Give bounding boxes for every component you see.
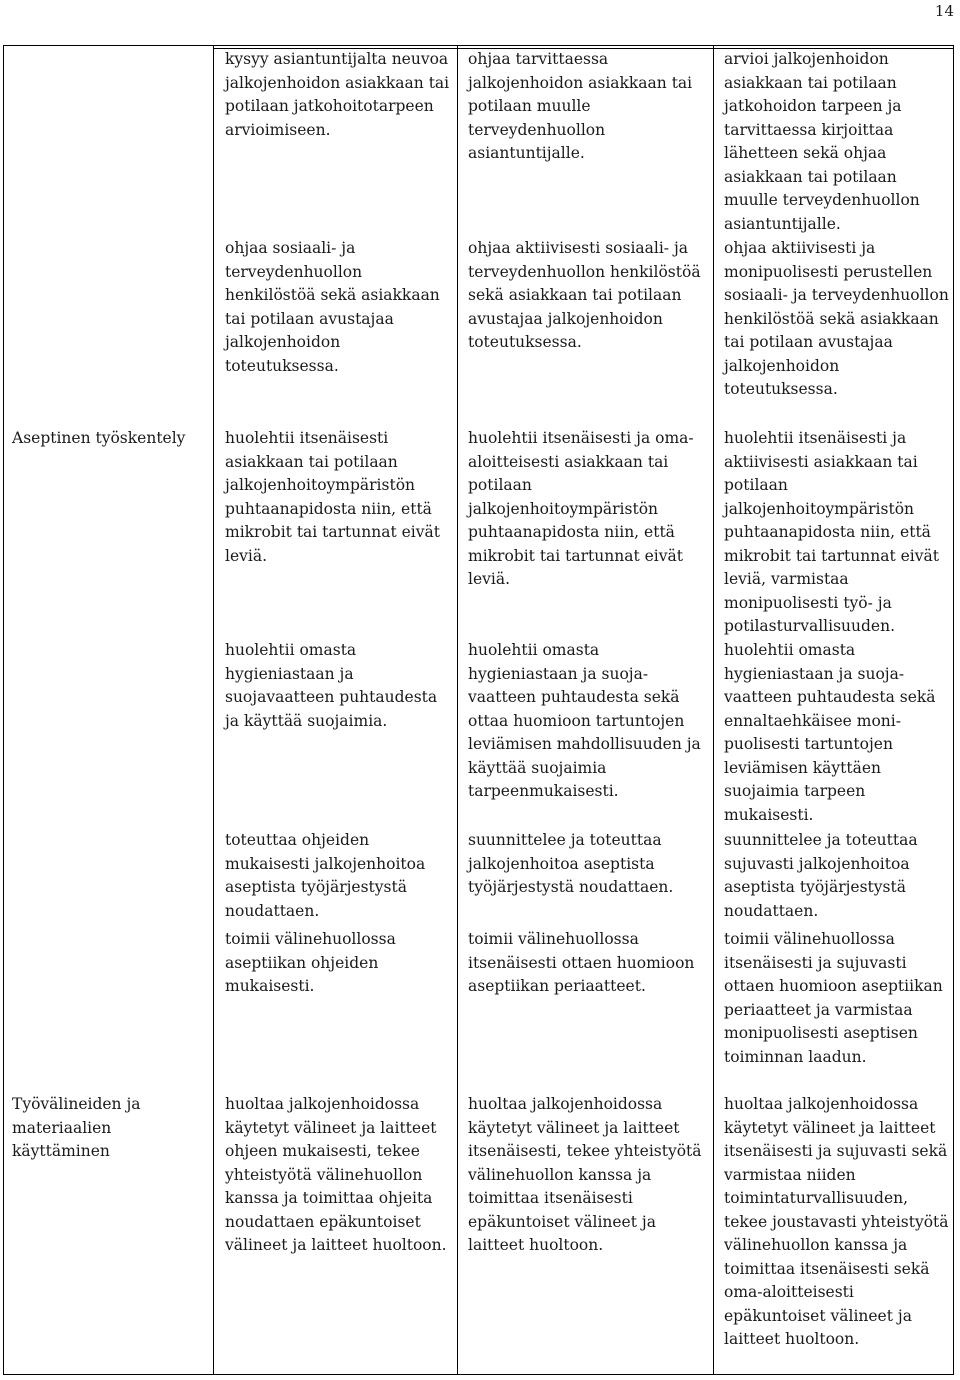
column-divider	[457, 45, 458, 1375]
level-2-cell: ohjaa tarvittaessa jalkojenhoidon asiakkaan tai potilaan muulle terveydenhuollon asiantuntijalle.	[468, 50, 693, 162]
level-1-cell: kysyy asiantuntijalta neuvoa jalkojenhoidon asiakkaan tai potilaan jatkohoitotarpeen arvioimiseen.	[225, 50, 450, 139]
category-tools-materials: Työvälineiden ja materiaalien käyttäminen	[12, 1095, 141, 1160]
level-1-cell: huolehtii omasta hygieniastaan ja suojavaatteen puhtaudesta ja käyttää suojaimia.	[225, 641, 438, 730]
page-number: 14	[934, 2, 954, 20]
level-3-cell: ohjaa aktiivisesti ja monipuolisesti perustellen sosiaali- ja terveydenhuollon henkilöstöä sekä asiakkaan tai potilaan avustajaa jalkojenhoidon toteutuksessa.	[724, 239, 949, 398]
level-3-cell: huolehtii omasta hygieniastaan ja suoja-vaatteen puhtaudesta sekä ennaltaehkäisee moni-puolisesti tartuntojen leviämisen käyttäen suojaimia tarpeen mukaisesti.	[724, 641, 936, 824]
level-3-cell: huoltaa jalkojenhoidossa käytetyt välineet ja laitteet itsenäisesti ja sujuvasti sekä varmistaa niiden toimintaturvallisuuden, tekee joustavasti yhteistyötä välinehuollon kanssa ja toimittaa itsenäisesti sekä oma-aloitteisesti epäkuntoiset välineet ja laitteet huoltoon.	[724, 1095, 949, 1348]
level-2-cell: huolehtii omasta hygieniastaan ja suoja-vaatteen puhtaudesta sekä ottaa huomioon tartuntojen leviämisen mahdollisuuden ja käyttää suojaimia tarpeenmukaisesti.	[468, 641, 701, 800]
column-divider	[713, 45, 714, 1375]
column-divider	[213, 45, 214, 1375]
level-1-cell: huoltaa jalkojenhoidossa käytetyt välineet ja laitteet ohjeen mukaisesti, tekee yhteistyötä välinehuollon kanssa ja toimittaa ohjeita noudattaen epäkuntoiset välineet ja laitteet huoltoon.	[225, 1095, 447, 1254]
level-3-cell: arvioi jalkojenhoidon asiakkaan tai potilaan jatkohoidon tarpeen ja tarvittaessa kirjoittaa lähetteen sekä ohjaa asiakkaan tai potilaan muulle terveydenhuollon asiantuntijalle.	[724, 50, 920, 233]
level-2-cell: huolehtii itsenäisesti ja oma-aloitteisesti asiakkaan tai potilaan jalkojenhoitoympäristön puhtaanapidosta niin, että mikrobit tai tartunnat eivät leviä.	[468, 429, 694, 588]
level-2-cell: ohjaa aktiivisesti sosiaali- ja terveydenhuollon henkilöstöä sekä asiakkaan tai potilaan avustajaa jalkojenhoidon toteutuksessa.	[468, 239, 701, 351]
level-3-cell: toimii välinehuollossa itsenäisesti ja sujuvasti ottaen huomioon aseptiikan periaatteet ja varmistaa monipuolisesti aseptisen toiminnan laadun.	[724, 930, 943, 1066]
level-1-cell: toteuttaa ohjeiden mukaisesti jalkojenhoitoa aseptista työjärjestystä noudattaen.	[225, 831, 426, 920]
level-1-cell: ohjaa sosiaali- ja terveydenhuollon henkilöstöä sekä asiakkaan tai potilaan avustajaa jalkojenhoidon toteutuksessa.	[225, 239, 440, 375]
level-1-cell: toimii välinehuollossa aseptiikan ohjeiden mukaisesti.	[225, 930, 396, 995]
level-3-cell: suunnittelee ja toteuttaa sujuvasti jalkojenhoitoa aseptista työjärjestystä noudattaen.	[724, 831, 918, 920]
level-2-cell: toimii välinehuollossa itsenäisesti ottaen huomioon aseptiikan periaatteet.	[468, 930, 695, 995]
level-2-cell: suunnittelee ja toteuttaa jalkojenhoitoa aseptista työjärjestystä noudattaen.	[468, 831, 674, 896]
level-3-cell: huolehtii itsenäisesti ja aktiivisesti asiakkaan tai potilaan jalkojenhoitoympäristön puhtaanapidosta niin, että mikrobit tai tartunnat eivät leviä, varmistaa monipuolisesti työ- ja potilasturvallisuuden.	[724, 429, 939, 635]
category-aseptic-work: Aseptinen työskentely	[12, 429, 186, 447]
level-2-cell: huoltaa jalkojenhoidossa käytetyt välineet ja laitteet itsenäisesti, tekee yhteistyötä välinehuollon kanssa ja toimittaa itsenäisesti epäkuntoiset välineet ja laitteet huoltoon.	[468, 1095, 702, 1254]
level-1-cell: huolehtii itsenäisesti asiakkaan tai potilaan jalkojenhoitoympäristön puhtaanapidosta niin, että mikrobit tai tartunnat eivät leviä.	[225, 429, 440, 565]
